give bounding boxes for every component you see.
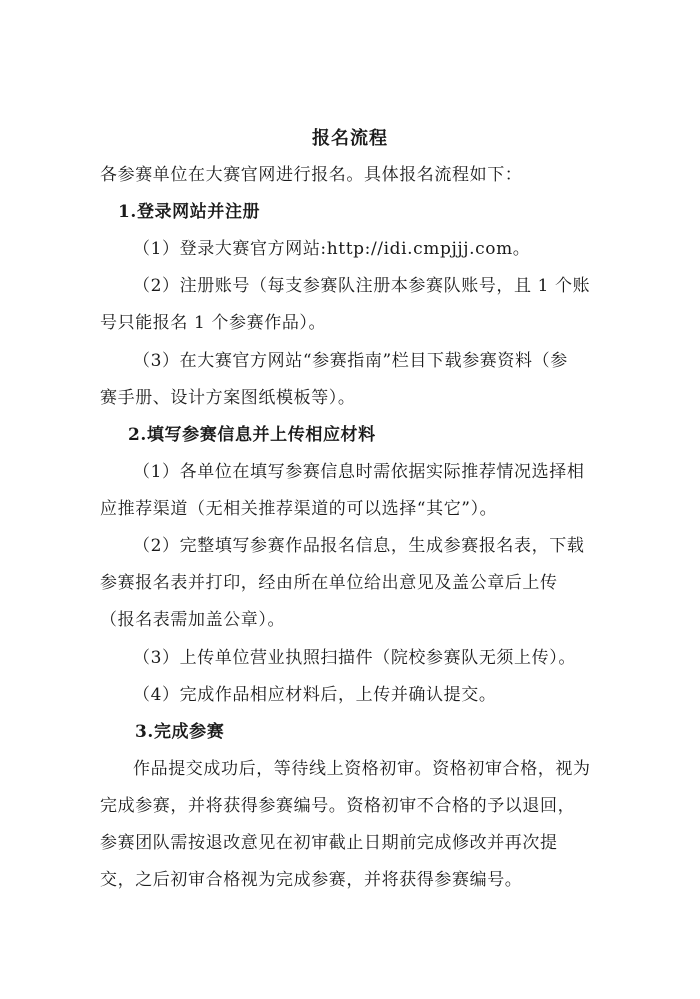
section-1-heading: 1.登录网站并注册 [118, 202, 261, 222]
section-2-item-2-line-1: （2）完整填写参赛作品报名信息，生成参赛报名表，下载 [133, 536, 585, 556]
section-3-text-line-4: 交，之后初审合格视为完成参赛，并将获得参赛编号。 [100, 870, 523, 890]
section-1-item-2-line-1: （2）注册账号（每支参赛队注册本参赛队账号，且 1 个账 [133, 276, 591, 296]
section-2-heading: 2.填写参赛信息并上传相应材料 [128, 425, 376, 445]
section-2-item-1-line-2: 应推荐渠道（无相关推荐渠道的可以选择“其它”）。 [100, 499, 498, 519]
section-2-item-3: （3）上传单位营业执照扫描件（院校参赛队无须上传）。 [133, 648, 576, 668]
section-2-item-4: （4）完成作品相应材料后，上传并确认提交。 [133, 685, 497, 705]
section-3-heading: 3.完成参赛 [135, 722, 225, 742]
section-3-text-line-3: 参赛团队需按退改意见在初审截止日期前完成修改并再次提 [100, 833, 558, 853]
page-title: 报名流程 [312, 128, 388, 149]
section-1-item-3-line-1: （3）在大赛官方网站“参赛指南”栏目下载参赛资料（参 [133, 351, 568, 371]
intro-text: 各参赛单位在大赛官网进行报名。具体报名流程如下： [100, 165, 523, 185]
section-2-item-2-line-3: （报名表需加盖公章）。 [100, 610, 286, 630]
section-2-item-1-line-1: （1）各单位在填写参赛信息时需依据实际推荐情况选择相 [133, 462, 585, 482]
section-1-item-1: （1）登录大赛官方网站:http://idi.cmpjjj.com。 [133, 239, 531, 259]
section-3-text-line-1: 作品提交成功后，等待线上资格初审。资格初审合格，视为 [133, 759, 591, 779]
section-1-item-3-line-2: 赛手册、设计方案图纸模板等）。 [100, 388, 356, 408]
section-3-text-line-2: 完成参赛，并将获得参赛编号。资格初审不合格的予以退回， [100, 796, 576, 816]
section-1-item-2-line-2: 号只能报名 1 个参赛作品）。 [100, 313, 327, 333]
section-2-item-2-line-2: 参赛报名表并打印，经由所在单位给出意见及盖公章后上传 [100, 573, 558, 593]
